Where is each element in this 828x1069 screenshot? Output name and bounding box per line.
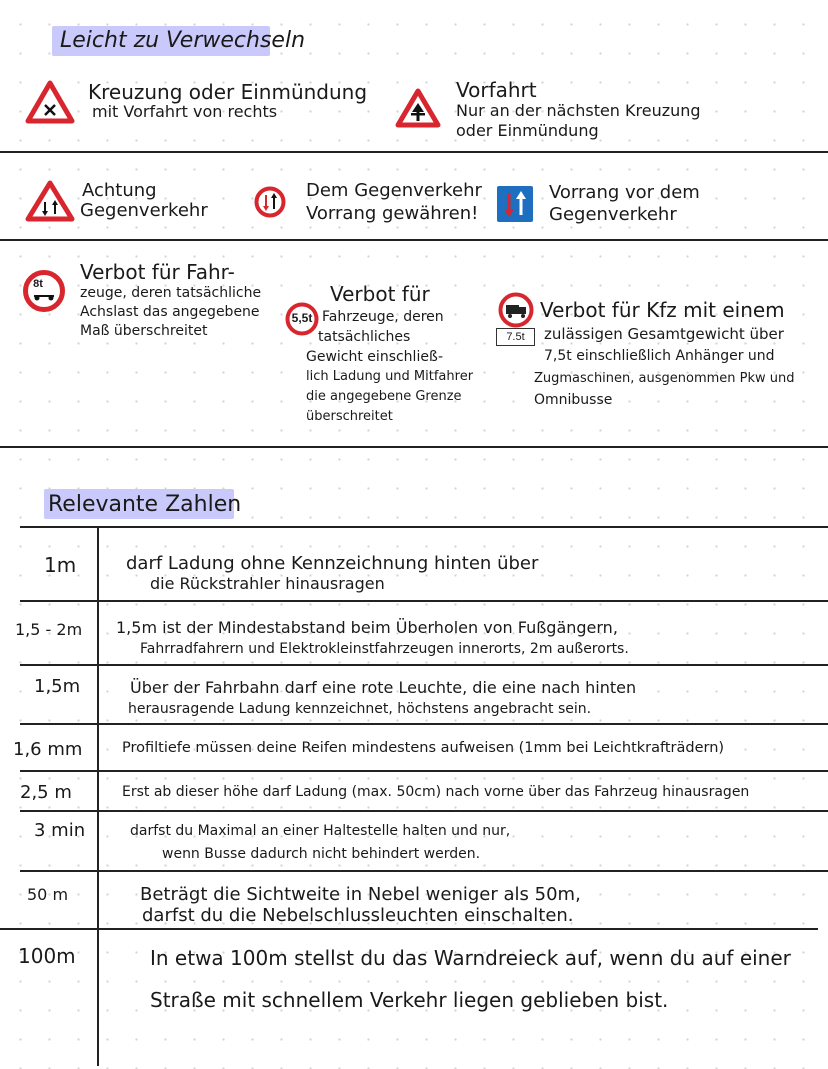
- row-value: 1m: [44, 553, 77, 577]
- sign-priority-oncoming-title: Vorrang vor dem: [549, 182, 700, 203]
- sign-crossing-right-icon: [25, 80, 75, 124]
- row-text-line1: Über der Fahrbahn darf eine rote Leuchte, die eine nach hinten: [130, 678, 637, 697]
- table-top-border: [20, 526, 828, 528]
- row-text-line1: darf Ladung ohne Kennzeichnung hinten über: [126, 553, 539, 574]
- sign-weight-badge: 5,5t: [291, 311, 313, 325]
- sign-crossing-subtitle: mit Vorfahrt von rechts: [92, 102, 278, 121]
- sign-priority-line2: Nur an der nächsten Kreuzung: [456, 101, 701, 120]
- row-separator: [20, 870, 828, 872]
- table-column-divider: [97, 526, 99, 1066]
- sign-yield-oncoming-icon: [254, 186, 286, 218]
- row-separator: [20, 664, 828, 666]
- row-value: 2,5 m: [20, 782, 72, 803]
- sign-truck-line1: Verbot für Kfz mit einem: [540, 298, 785, 322]
- row-text-line1: 1,5m ist der Mindestabstand beim Überholen von Fußgängern,: [116, 618, 618, 637]
- sign-weight-line4: Gewicht einschließ-: [306, 349, 444, 365]
- section-heading-confusable: Leicht zu Verwechseln: [60, 28, 306, 53]
- row-text-line1: darfst du Maximal an einer Haltestelle halten und nur,: [130, 823, 511, 839]
- row-value: 1,5 - 2m: [15, 620, 83, 639]
- row-separator: [0, 928, 818, 930]
- row-value: 1,6 mm: [13, 739, 83, 760]
- sign-yield-oncoming-subtitle: Vorrang gewähren!: [306, 203, 479, 224]
- row-separator: [20, 810, 828, 812]
- sign-weight-line5: lich Ladung und Mitfahrer: [306, 369, 474, 384]
- row-text-line2: darfst du die Nebelschlussleuchten einschalten.: [142, 905, 574, 926]
- sign-priority-oncoming-subtitle: Gegenverkehr: [549, 204, 677, 225]
- row-text-line2: Straße mit schnellem Verkehr liegen geblieben bist.: [150, 988, 669, 1012]
- divider: [0, 239, 828, 241]
- sign-axle-line1: Verbot für Fahr-: [80, 260, 235, 284]
- row-text-line2: wenn Busse dadurch nicht behindert werden.: [162, 846, 481, 862]
- sign-oncoming-traffic-icon: [25, 180, 75, 222]
- row-separator: [20, 600, 828, 602]
- sign-priority-oncoming-icon: [497, 186, 533, 222]
- sign-truck-line2: zulässigen Gesamtgewicht über: [544, 325, 784, 343]
- row-value: 100m: [18, 944, 76, 968]
- sign-priority-title: Vorfahrt: [456, 78, 537, 102]
- sign-axle-load-icon: [23, 270, 65, 312]
- sign-oncoming-subtitle: Gegenverkehr: [80, 200, 208, 221]
- row-text-line1: Beträgt die Sichtweite in Nebel weniger als 50m,: [140, 884, 581, 905]
- row-text-line2: die Rückstrahler hinausragen: [150, 574, 385, 593]
- divider: [0, 446, 828, 448]
- sign-axle-line2: zeuge, deren tatsächliche: [80, 285, 262, 301]
- sign-truck-badge: 7.5t: [496, 328, 535, 346]
- row-value: 50 m: [27, 885, 69, 904]
- row-text-line2: herausragende Ladung kennzeichnet, höchstens angebracht sein.: [128, 701, 592, 717]
- row-value: 3 min: [34, 820, 86, 841]
- sign-priority-line3: oder Einmündung: [456, 121, 599, 140]
- sign-axle-line3: Achslast das angegebene: [80, 304, 260, 320]
- row-text-line2: Fahrradfahrern und Elektrokleinstfahrzeugen innerorts, 2m außerorts.: [140, 641, 629, 657]
- section-heading-numbers: Relevante Zahlen: [48, 492, 242, 517]
- sign-truck-line5: Omnibusse: [534, 392, 613, 408]
- row-separator: [20, 723, 828, 725]
- sign-truck-line3: 7,5t einschließlich Anhänger und: [544, 348, 775, 364]
- sign-axle-badge: 8t: [33, 278, 43, 290]
- sign-truck-line4: Zugmaschinen, ausgenommen Pkw und: [534, 371, 795, 386]
- sign-weight-line2: Fahrzeuge, deren: [322, 309, 444, 325]
- sign-priority-next-icon: [395, 88, 441, 128]
- row-value: 1,5m: [34, 676, 81, 697]
- sign-weight-line1: Verbot für: [330, 282, 430, 306]
- sign-axle-line4: Maß überschreitet: [80, 323, 208, 339]
- sign-weight-line3: tatsächliches: [318, 329, 411, 345]
- row-separator: [20, 770, 828, 772]
- row-text-line1: Profiltiefe müssen deine Reifen mindestens aufweisen (1mm bei Leichtkrafträdern): [122, 740, 725, 756]
- sign-weight-line7: überschreitet: [306, 409, 393, 424]
- row-text-line1: In etwa 100m stellst du das Warndreieck auf, wenn du auf einer: [150, 946, 791, 970]
- sign-weight-line6: die angegebene Grenze: [306, 389, 462, 404]
- sign-oncoming-title: Achtung: [82, 180, 157, 201]
- sign-yield-oncoming-title: Dem Gegenverkehr: [306, 180, 482, 201]
- row-text-line1: Erst ab dieser höhe darf Ladung (max. 50cm) nach vorne über das Fahrzeug hinausragen: [122, 784, 750, 800]
- sign-truck-ban-icon: [498, 292, 534, 328]
- divider: [0, 151, 828, 153]
- sign-crossing-title: Kreuzung oder Einmündung: [88, 80, 368, 104]
